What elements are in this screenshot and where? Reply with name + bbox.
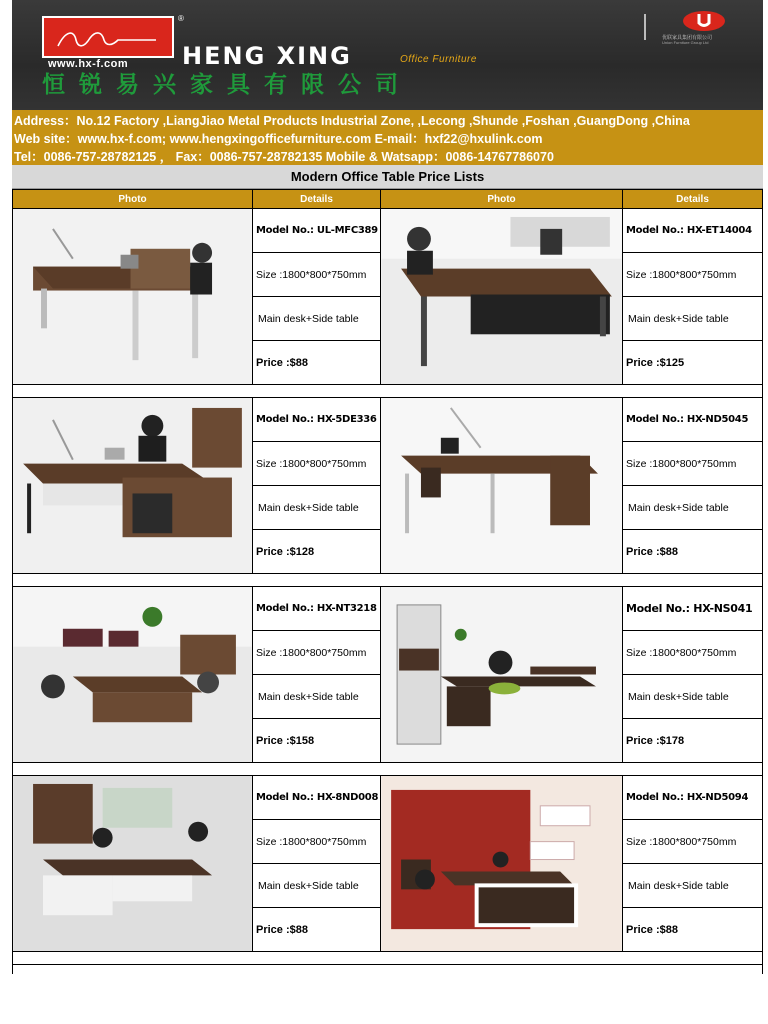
product-details [253, 398, 381, 573]
header-banner [12, 0, 763, 110]
address-line: Address：No.12 Factory ,LiangJiao Metal Products Industrial Zone, ,Lecong ,Shunde ,Foshan ,GuangDong ,China [14, 114, 690, 128]
model-number: Model No.: HX-NS041 [623, 587, 762, 631]
product-description: Main desk+Side table [253, 297, 380, 341]
product-description: Main desk+Side table [253, 486, 380, 530]
product-size: Size :1800*800*750mm [253, 820, 380, 864]
office-desk-photo [381, 587, 623, 762]
row-spacer [13, 763, 762, 776]
product-size: Size :1800*800*750mm [253, 631, 380, 675]
product-price: Price :$88 [256, 356, 308, 369]
product-description: Main desk+Side table [623, 675, 762, 719]
model-number: Model No.: HX-8ND008 [253, 776, 380, 820]
office-desk-photo [13, 398, 253, 573]
product-size: Size :1800*800*750mm [623, 820, 762, 864]
logo-url: www.hx-f.com [48, 58, 129, 70]
table-row [13, 209, 762, 385]
product-size: Size :1800*800*750mm [253, 253, 380, 297]
model-number: Model No.: HX-ET14004 [623, 209, 762, 253]
office-desk-photo [381, 776, 623, 951]
product-price: Price :$88 [626, 545, 678, 558]
product-description: Main desk+Side table [253, 864, 380, 908]
column-header-photo: Photo [381, 190, 623, 208]
product-details [623, 398, 762, 573]
page-title: Modern Office Table Price Lists [12, 165, 763, 189]
product-size: Size :1800*800*750mm [623, 442, 762, 486]
row-spacer [13, 574, 762, 587]
table-row [13, 398, 762, 574]
product-price: Price :$158 [256, 734, 315, 747]
table-row [13, 587, 762, 763]
partner-english-name: Union Furniture Group Ltd [662, 40, 709, 45]
header-divider [644, 14, 646, 40]
product-description: Main desk+Side table [623, 864, 762, 908]
product-grid [12, 209, 763, 974]
brand-name: HENG XING [182, 42, 352, 70]
model-number: Model No.: HX-5DE336 [253, 398, 380, 442]
model-number: Model No.: UL-MFC389 [253, 209, 380, 253]
product-size: Size :1800*800*750mm [253, 442, 380, 486]
product-description: Main desk+Side table [253, 675, 380, 719]
product-description: Main desk+Side table [623, 486, 762, 530]
table-header [12, 189, 763, 209]
product-price: Price :$125 [626, 356, 685, 369]
column-header-details: Details [253, 190, 381, 208]
product-price: Price :$88 [626, 923, 678, 936]
partner-chinese-name: 优联家具集团有限公司 [662, 35, 713, 41]
hengxing-logo-icon [42, 16, 174, 58]
column-header-photo: Photo [13, 190, 253, 208]
product-details [253, 587, 381, 762]
row-spacer [13, 952, 762, 965]
contact-band [12, 110, 763, 165]
product-size: Size :1800*800*750mm [623, 253, 762, 297]
brand-subtitle: Office Furniture [400, 54, 477, 65]
table-row [13, 776, 762, 952]
model-number: Model No.: HX-NT3218 [253, 587, 380, 631]
office-desk-photo [381, 398, 623, 573]
product-details [623, 587, 762, 762]
union-furniture-logo-icon [682, 10, 726, 32]
office-desk-photo [13, 776, 253, 951]
product-details [623, 776, 762, 951]
product-details [253, 209, 381, 384]
tel-fax-line: Tel：0086-757-28782125 ， Fax：0086-757-28782135 Mobile & Watsapp：0086-14767786070 [14, 150, 554, 164]
product-price: Price :$88 [256, 923, 308, 936]
office-desk-photo [13, 209, 253, 384]
product-details [623, 209, 762, 384]
registered-mark: ® [178, 14, 184, 23]
product-size: Size :1800*800*750mm [623, 631, 762, 675]
office-desk-photo [13, 587, 253, 762]
column-header-details: Details [623, 190, 762, 208]
brand-chinese-name: 恒锐易兴家具有限公司 [42, 72, 412, 98]
product-price: Price :$128 [256, 545, 315, 558]
product-details [253, 776, 381, 951]
product-description: Main desk+Side table [623, 297, 762, 341]
model-number: Model No.: HX-ND5094 [623, 776, 762, 820]
product-price: Price :$178 [626, 734, 685, 747]
web-email-line: Web site：www.hx-f.com; www.hengxingofficefurniture.com E-mail：hxf22@hxulink.com [14, 132, 543, 146]
row-spacer [13, 385, 762, 398]
model-number: Model No.: HX-ND5045 [623, 398, 762, 442]
office-desk-photo [381, 209, 623, 384]
